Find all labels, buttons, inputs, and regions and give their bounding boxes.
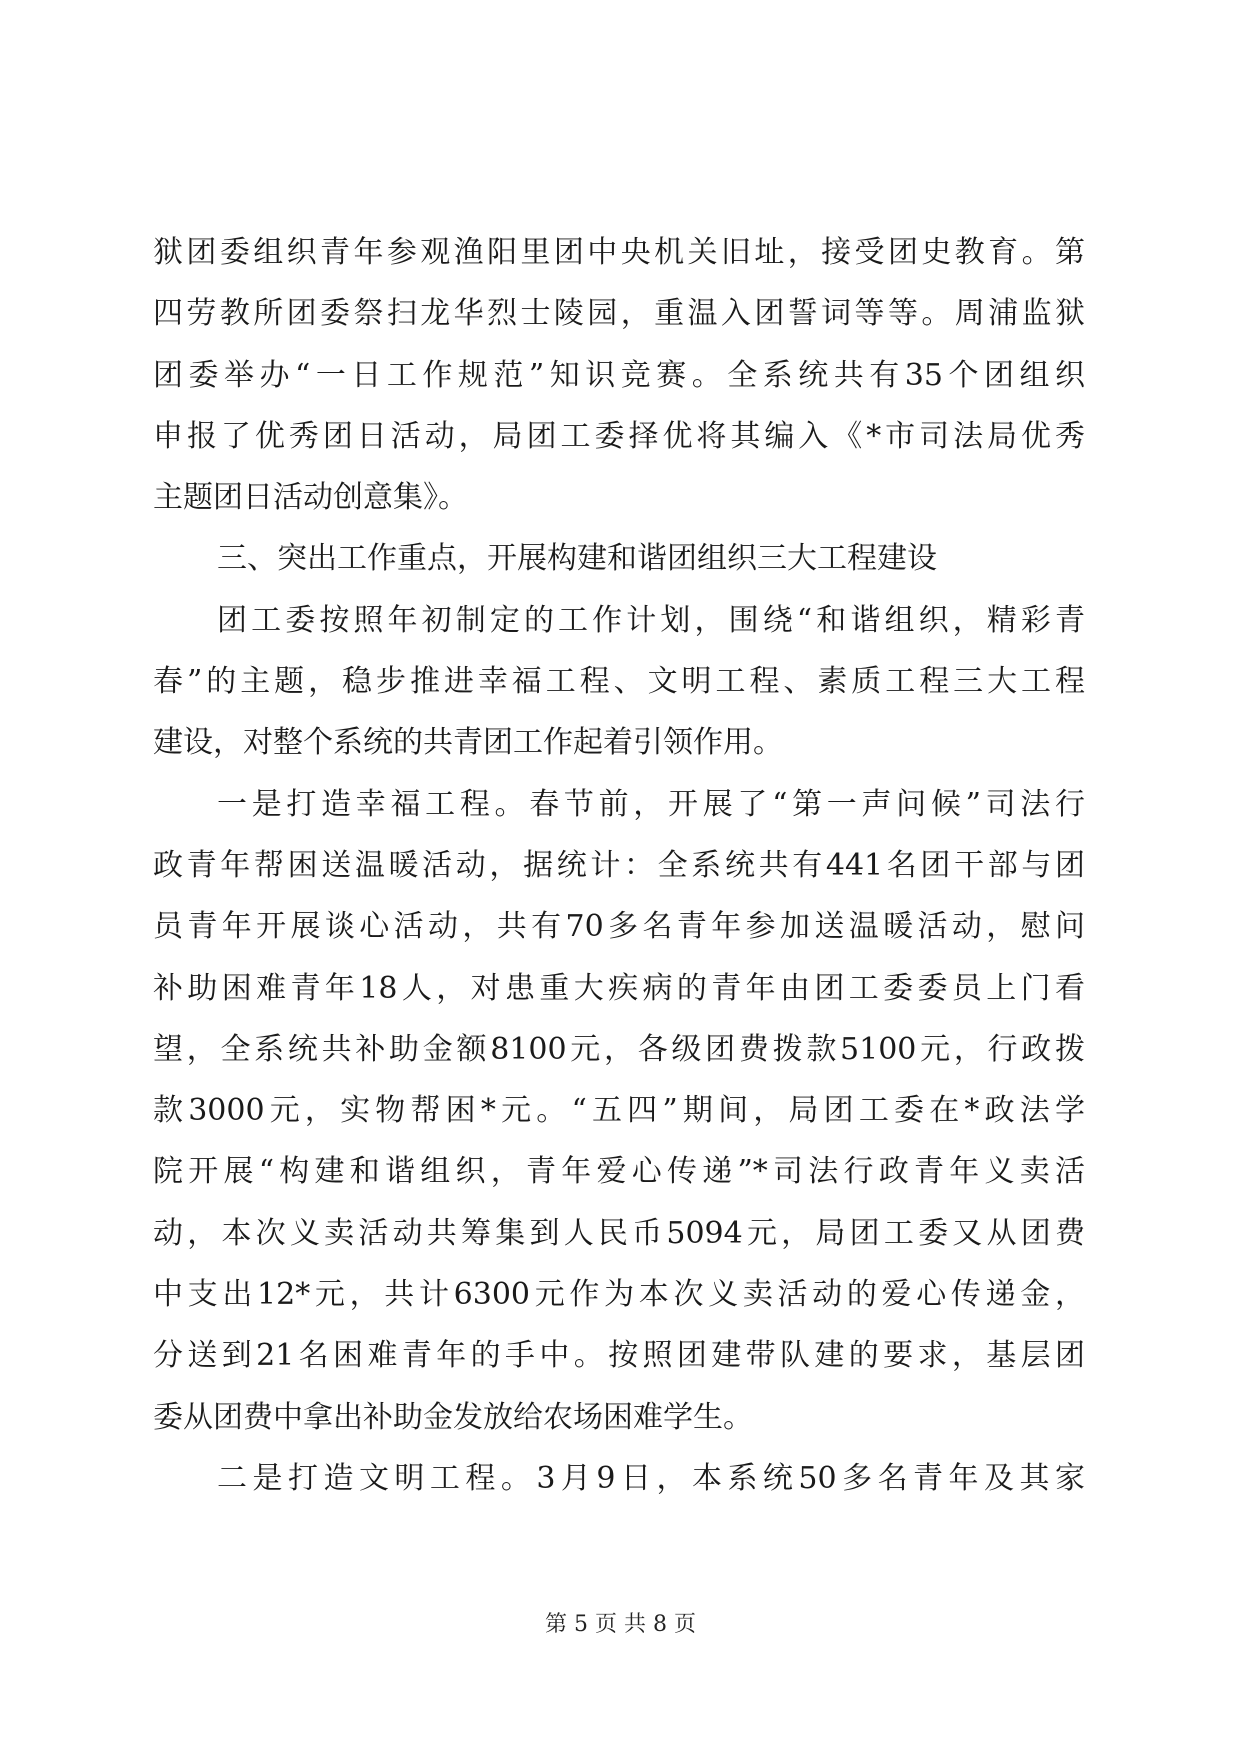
paragraph-line: 二是打造文明工程。3月9日，本系统50多名青年及其家 <box>217 1460 1085 1496</box>
page-number: 第 5 页 共 8 页 <box>545 1612 696 1637</box>
paragraph-line: 委从团费中拿出补助金发放给农场困难学生。 <box>153 1399 753 1435</box>
paragraph-line: 主题团日活动创意集》。 <box>153 480 468 516</box>
paragraph-line: 员青年开展谈心活动，共有70多名青年参加送温暖活动，慰问 <box>153 909 1085 945</box>
paragraph-line: 望，全系统共补助金额8100元，各级团费拨款5100元，行政拨 <box>153 1031 1085 1067</box>
paragraph-line: 款3000元，实物帮困*元。“五四”期间，局团工委在*政法学 <box>153 1093 1085 1129</box>
paragraph-line: 团工委按照年初制定的工作计划，围绕“和谐组织，精彩青 <box>217 602 1085 638</box>
section-heading: 三、突出工作重点，开展构建和谐团组织三大工程建设 <box>217 541 937 577</box>
paragraph-line: 狱团委组织青年参观渔阳里团中央机关旧址，接受团史教育。第 <box>153 235 1085 270</box>
paragraph-line: 一是打造幸福工程。春节前，开展了“第一声问候”司法行 <box>217 786 1085 822</box>
paragraph-line: 政青年帮困送温暖活动，据统计：全系统共有441名团干部与团 <box>153 847 1085 883</box>
paragraph-line: 春”的主题，稳步推进幸福工程、文明工程、素质工程三大工程 <box>153 664 1085 700</box>
paragraph-line: 补助困难青年18人，对患重大疾病的青年由团工委委员上门看 <box>153 970 1085 1006</box>
paragraph-line: 四劳教所团委祭扫龙华烈士陵园，重温入团誓词等等。周浦监狱 <box>153 296 1085 332</box>
paragraph-line: 中支出12*元，共计6300元作为本次义卖活动的爱心传递金， <box>153 1277 1085 1313</box>
document-body <box>153 222 1085 1509</box>
paragraph-line: 动，本次义卖活动共筹集到人民币5094元，局团工委又从团费 <box>153 1215 1085 1251</box>
paragraph-line: 建设，对整个系统的共青团工作起着引领作用。 <box>153 725 783 761</box>
paragraph-line: 院开展“构建和谐组织，青年爱心传递”*司法行政青年义卖活 <box>153 1154 1085 1190</box>
paragraph-line: 团委举办“一日工作规范”知识竞赛。全系统共有35个团组织 <box>153 357 1085 393</box>
paragraph-line: 申报了优秀团日活动，局团工委择优将其编入《*市司法局优秀 <box>153 418 1085 454</box>
paragraph-line: 分送到21名困难青年的手中。按照团建带队建的要求，基层团 <box>153 1338 1085 1374</box>
